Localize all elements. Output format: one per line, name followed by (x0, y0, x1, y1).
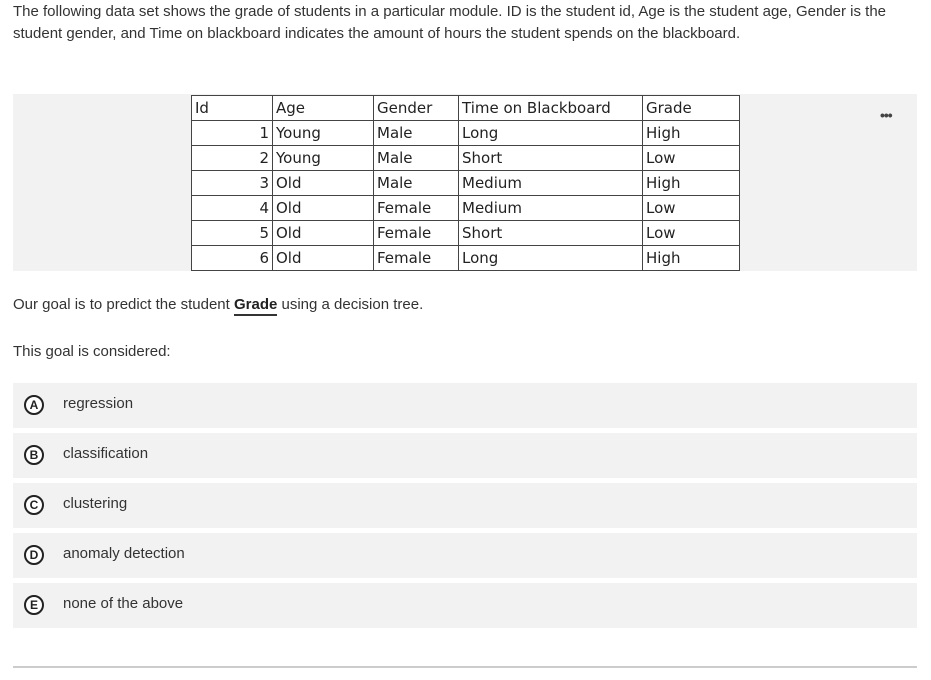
cell-age: Young (273, 146, 374, 171)
cell-id: 3 (192, 171, 273, 196)
option-letter-badge: C (24, 495, 44, 515)
table-row (192, 146, 740, 171)
answer-options (13, 383, 917, 633)
cell-id: 2 (192, 146, 273, 171)
cell-gender: Male (374, 121, 459, 146)
option-c[interactable] (13, 483, 917, 528)
cell-time: Short (459, 146, 643, 171)
cell-time: Medium (459, 171, 643, 196)
option-letter-badge: E (24, 595, 44, 615)
cell-time: Medium (459, 196, 643, 221)
cell-time: Long (459, 246, 643, 271)
option-b[interactable] (13, 433, 917, 478)
cell-id: 6 (192, 246, 273, 271)
question-prompt: This goal is considered: (13, 343, 171, 360)
cell-grade: High (643, 246, 740, 271)
cell-age: Old (273, 171, 374, 196)
cell-gender: Female (374, 246, 459, 271)
goal-keyword: Grade (234, 296, 277, 316)
option-a[interactable] (13, 383, 917, 428)
option-label: classification (63, 445, 149, 462)
cell-age: Young (273, 121, 374, 146)
cell-grade: High (643, 171, 740, 196)
cell-age: Old (273, 196, 374, 221)
more-horizontal-icon[interactable]: ••• (880, 107, 892, 123)
option-letter-badge: B (24, 445, 44, 465)
cell-gender: Male (374, 146, 459, 171)
cell-time: Long (459, 121, 643, 146)
option-letter-badge: D (24, 545, 44, 565)
option-label: none of the above (63, 595, 184, 612)
header-id: Id (192, 96, 273, 121)
goal-statement (13, 296, 423, 313)
cell-age: Old (273, 221, 374, 246)
intro-paragraph: The following data set shows the grade of students in a particular module. ID is the student id, Age is the student age, Gender is the student gender, and Time on blackboard indicates the amount of hours the student spends on the blackboard. (13, 3, 887, 42)
option-d[interactable] (13, 533, 917, 578)
option-label: clustering (63, 495, 128, 512)
table-row (192, 121, 740, 146)
header-grade: Grade (643, 96, 740, 121)
option-label: regression (63, 395, 134, 412)
option-letter-badge: A (24, 395, 44, 415)
data-table (191, 95, 740, 271)
goal-prefix: Our goal is to predict the student (13, 296, 234, 313)
table-row (192, 246, 740, 271)
option-label: anomaly detection (63, 545, 185, 562)
table-row (192, 171, 740, 196)
cell-grade: Low (643, 196, 740, 221)
cell-grade: Low (643, 221, 740, 246)
header-time: Time on Blackboard (459, 96, 643, 121)
header-age: Age (273, 96, 374, 121)
cell-id: 5 (192, 221, 273, 246)
cell-id: 4 (192, 196, 273, 221)
cell-id: 1 (192, 121, 273, 146)
cell-grade: Low (643, 146, 740, 171)
cell-grade: High (643, 121, 740, 146)
divider (13, 666, 917, 668)
cell-gender: Female (374, 221, 459, 246)
table-row (192, 196, 740, 221)
cell-time: Short (459, 221, 643, 246)
table-header-row (192, 96, 740, 121)
goal-suffix: using a decision tree. (277, 296, 424, 313)
cell-gender: Female (374, 196, 459, 221)
table-row (192, 221, 740, 246)
option-e[interactable] (13, 583, 917, 628)
cell-age: Old (273, 246, 374, 271)
cell-gender: Male (374, 171, 459, 196)
header-gender: Gender (374, 96, 459, 121)
